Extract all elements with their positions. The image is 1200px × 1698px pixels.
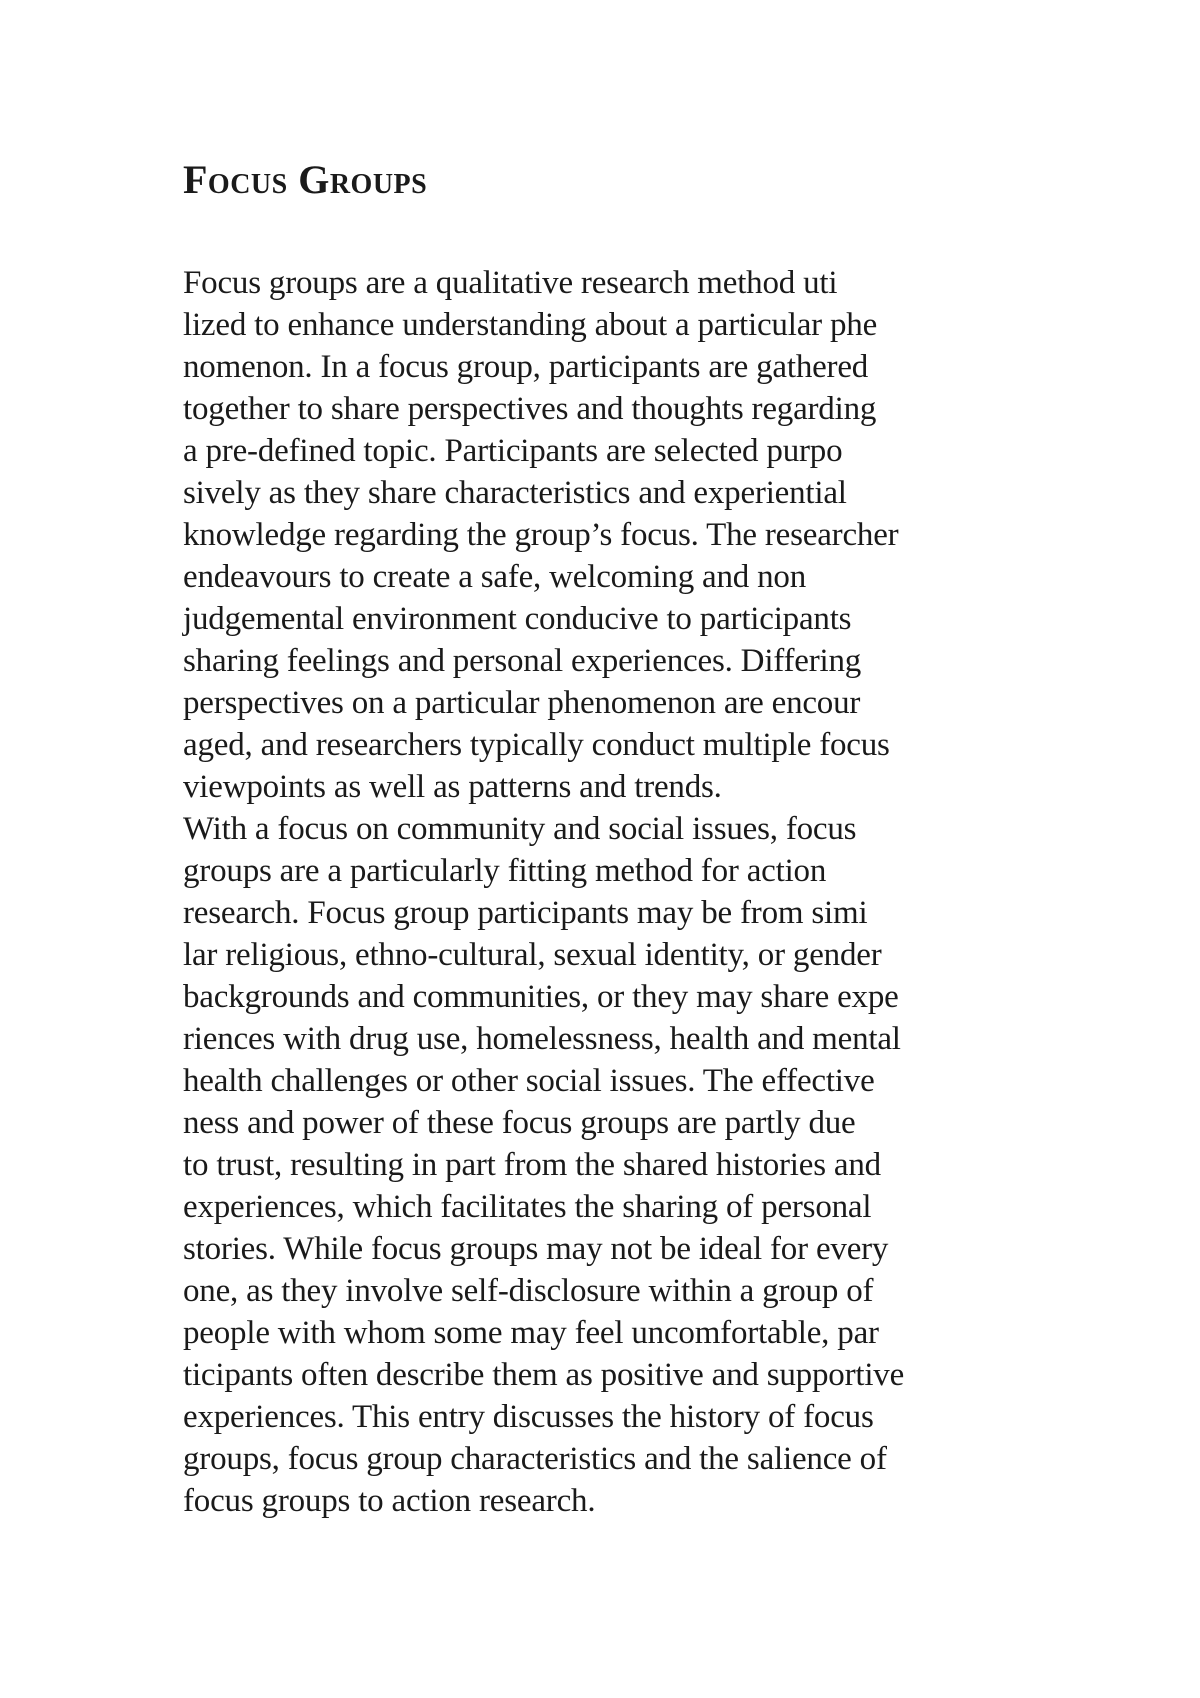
text-line: ness and power of these focus groups are partly due (183, 1105, 856, 1141)
text-line: sively as they share characteristics and experiential (183, 475, 847, 511)
text-line: backgrounds and communities, or they may share expe (183, 979, 899, 1015)
text-line: ticipants often describe them as positive and supportive (183, 1357, 905, 1393)
document-page (183, 150, 1023, 1522)
text-line: knowledge regarding the group’s focus. The researcher (183, 517, 899, 553)
entry-title: Focus Groups (183, 157, 428, 202)
entry-body (183, 262, 1023, 1522)
text-line: With a focus on community and social issues, focus (183, 811, 857, 847)
text-line: aged, and researchers typically conduct multiple focus (183, 727, 890, 763)
text-line: groups, focus group characteristics and the salience of (183, 1441, 887, 1477)
text-line: lized to enhance understanding about a particular phe (183, 307, 878, 343)
text-line: viewpoints as well as patterns and trends. (183, 769, 722, 805)
text-line: focus groups to action research. (183, 1483, 596, 1519)
text-line: health challenges or other social issues. The effective (183, 1063, 875, 1099)
text-line: experiences. This entry discusses the history of focus (183, 1399, 874, 1435)
text-line: together to share perspectives and thoughts regarding (183, 391, 877, 427)
text-line: groups are a particularly fitting method for action (183, 853, 827, 889)
text-line: riences with drug use, homelessness, health and mental (183, 1021, 901, 1057)
text-line: to trust, resulting in part from the shared histories and (183, 1147, 881, 1183)
text-line: Focus groups are a qualitative research method uti (183, 265, 838, 301)
text-line: nomenon. In a focus group, participants are gathered (183, 349, 869, 385)
text-line: endeavours to create a safe, welcoming and non (183, 559, 807, 595)
text-line: one, as they involve self-disclosure within a group of (183, 1273, 874, 1309)
text-line: perspectives on a particular phenomenon are encour (183, 685, 861, 721)
text-line: judgemental environment conducive to participants (183, 601, 852, 637)
text-line: lar religious, ethno-cultural, sexual identity, or gender (183, 937, 882, 973)
text-line: sharing feelings and personal experiences. Differing (183, 643, 862, 679)
text-line: stories. While focus groups may not be ideal for every (183, 1231, 889, 1267)
text-line: a pre-defined topic. Participants are selected purpo (183, 433, 843, 469)
text-line: people with whom some may feel uncomfortable, par (183, 1315, 879, 1351)
text-line: experiences, which facilitates the sharing of personal (183, 1189, 872, 1225)
text-line: research. Focus group participants may be from simi (183, 895, 868, 931)
